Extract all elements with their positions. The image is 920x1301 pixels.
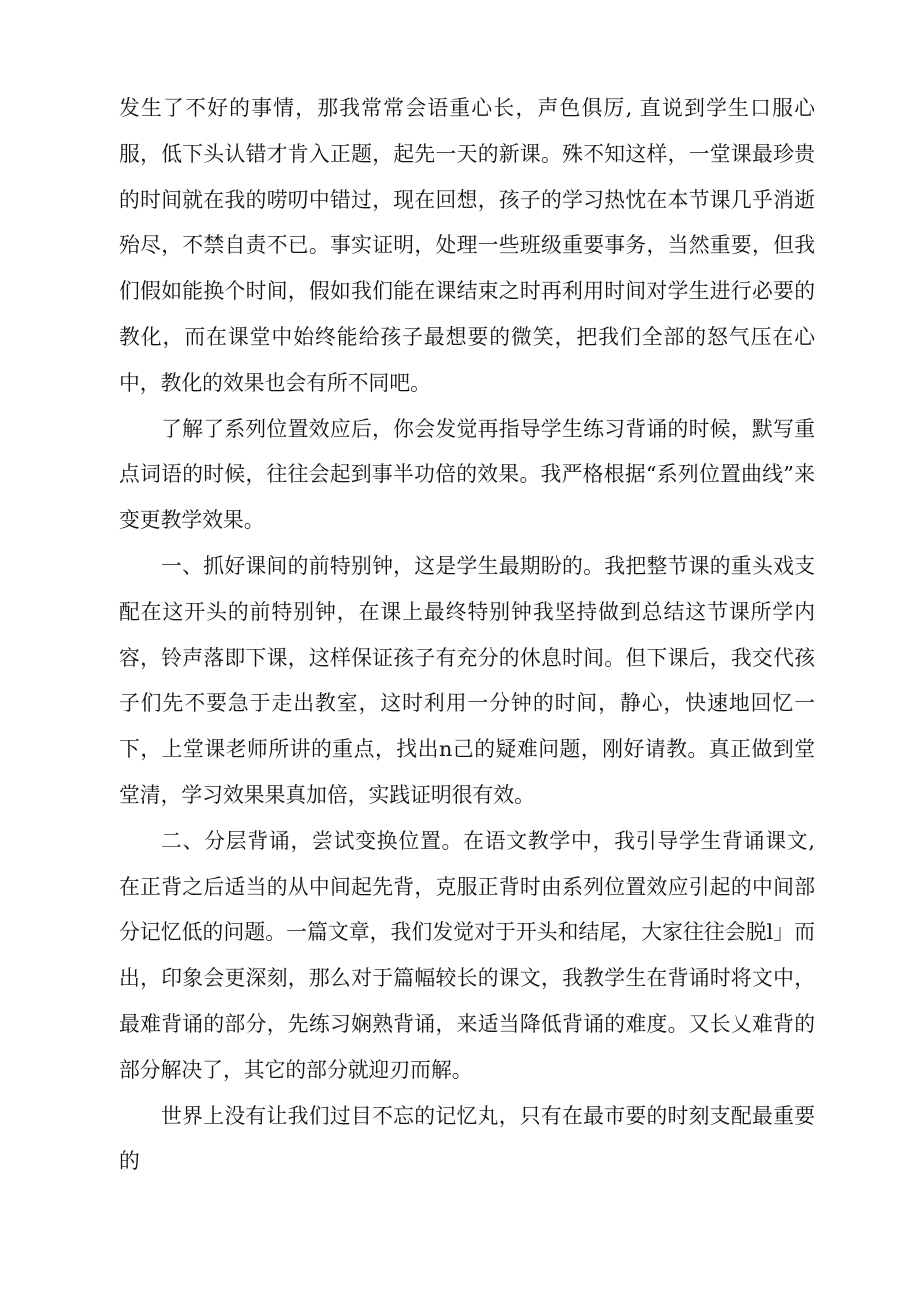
document-page	[119, 86, 815, 1185]
paragraph-3: 一、抓好课间的前特别钟，这是学生最期盼的。我把整节课的重头戏支配在这开头的前特别钟，在课上最终特别钟我坚持做到总结这节课所学内容，铃声落即下课，这样保证孩子有充分的休息时间。但下课后，我交代孩子们先不要急于走出教室，这时利用一分钟的时间，静心，快速地回忆一下，上堂课老师所讲的重点，找出n己的疑难问题，刚好请教。真正做到堂堂清，学习效果果真加倍，实践证明很有效。	[119, 553, 815, 807]
paragraph-5: 世界上没有让我们过目不忘的记忆丸，只有在最市要的时刻支配最重要的	[119, 1103, 815, 1174]
paragraph-4: 二、分层背诵，尝试变换位置。在语文教学中，我引导学生背诵课文, 在正背之后适当的从中间起先背，克服正背时由系列位置效应引起的中间部分记忆低的问题。一篇文章，我们发觉对于开头和结尾，大家往往会脱l」而出，印象会更深刻，那么对于篇幅较长的课文，我教学生在背诵时将文中，最难背诵的部分，先练习娴熟背诵，来适当降低背诵的难度。又长乂难背的部分解决了，其它的部分就迎刃而解。	[119, 828, 815, 1082]
paragraph-2: 了解了系列位置效应后，你会发觉再指导学生练习背诵的时候，默写重点词语的时候，往往会起到事半功倍的效果。我严格根据“系列位置曲线”来变更教学效果。	[119, 416, 815, 533]
paragraph-1: 发生了不好的事情，那我常常会语重心长，声色俱厉, 直说到学生口服心服，低下头认错才肯入正题，起先一天的新课。殊不知这样，一堂课最珍贵的时间就在我的唠叨中错过，现在回想，孩子的学习热忱在本节课几乎消逝殆尽，不禁自责不已。事实证明，处理一些班级重要事务，当然重要，但我们假如能换个时间，假如我们能在课结束之时再利用时间对学生进行必要的教化，而在课堂中始终能给孩子最想要的微笑，把我们全部的怒气压在心中，教化的效果也会有所不同吧。	[119, 96, 815, 395]
